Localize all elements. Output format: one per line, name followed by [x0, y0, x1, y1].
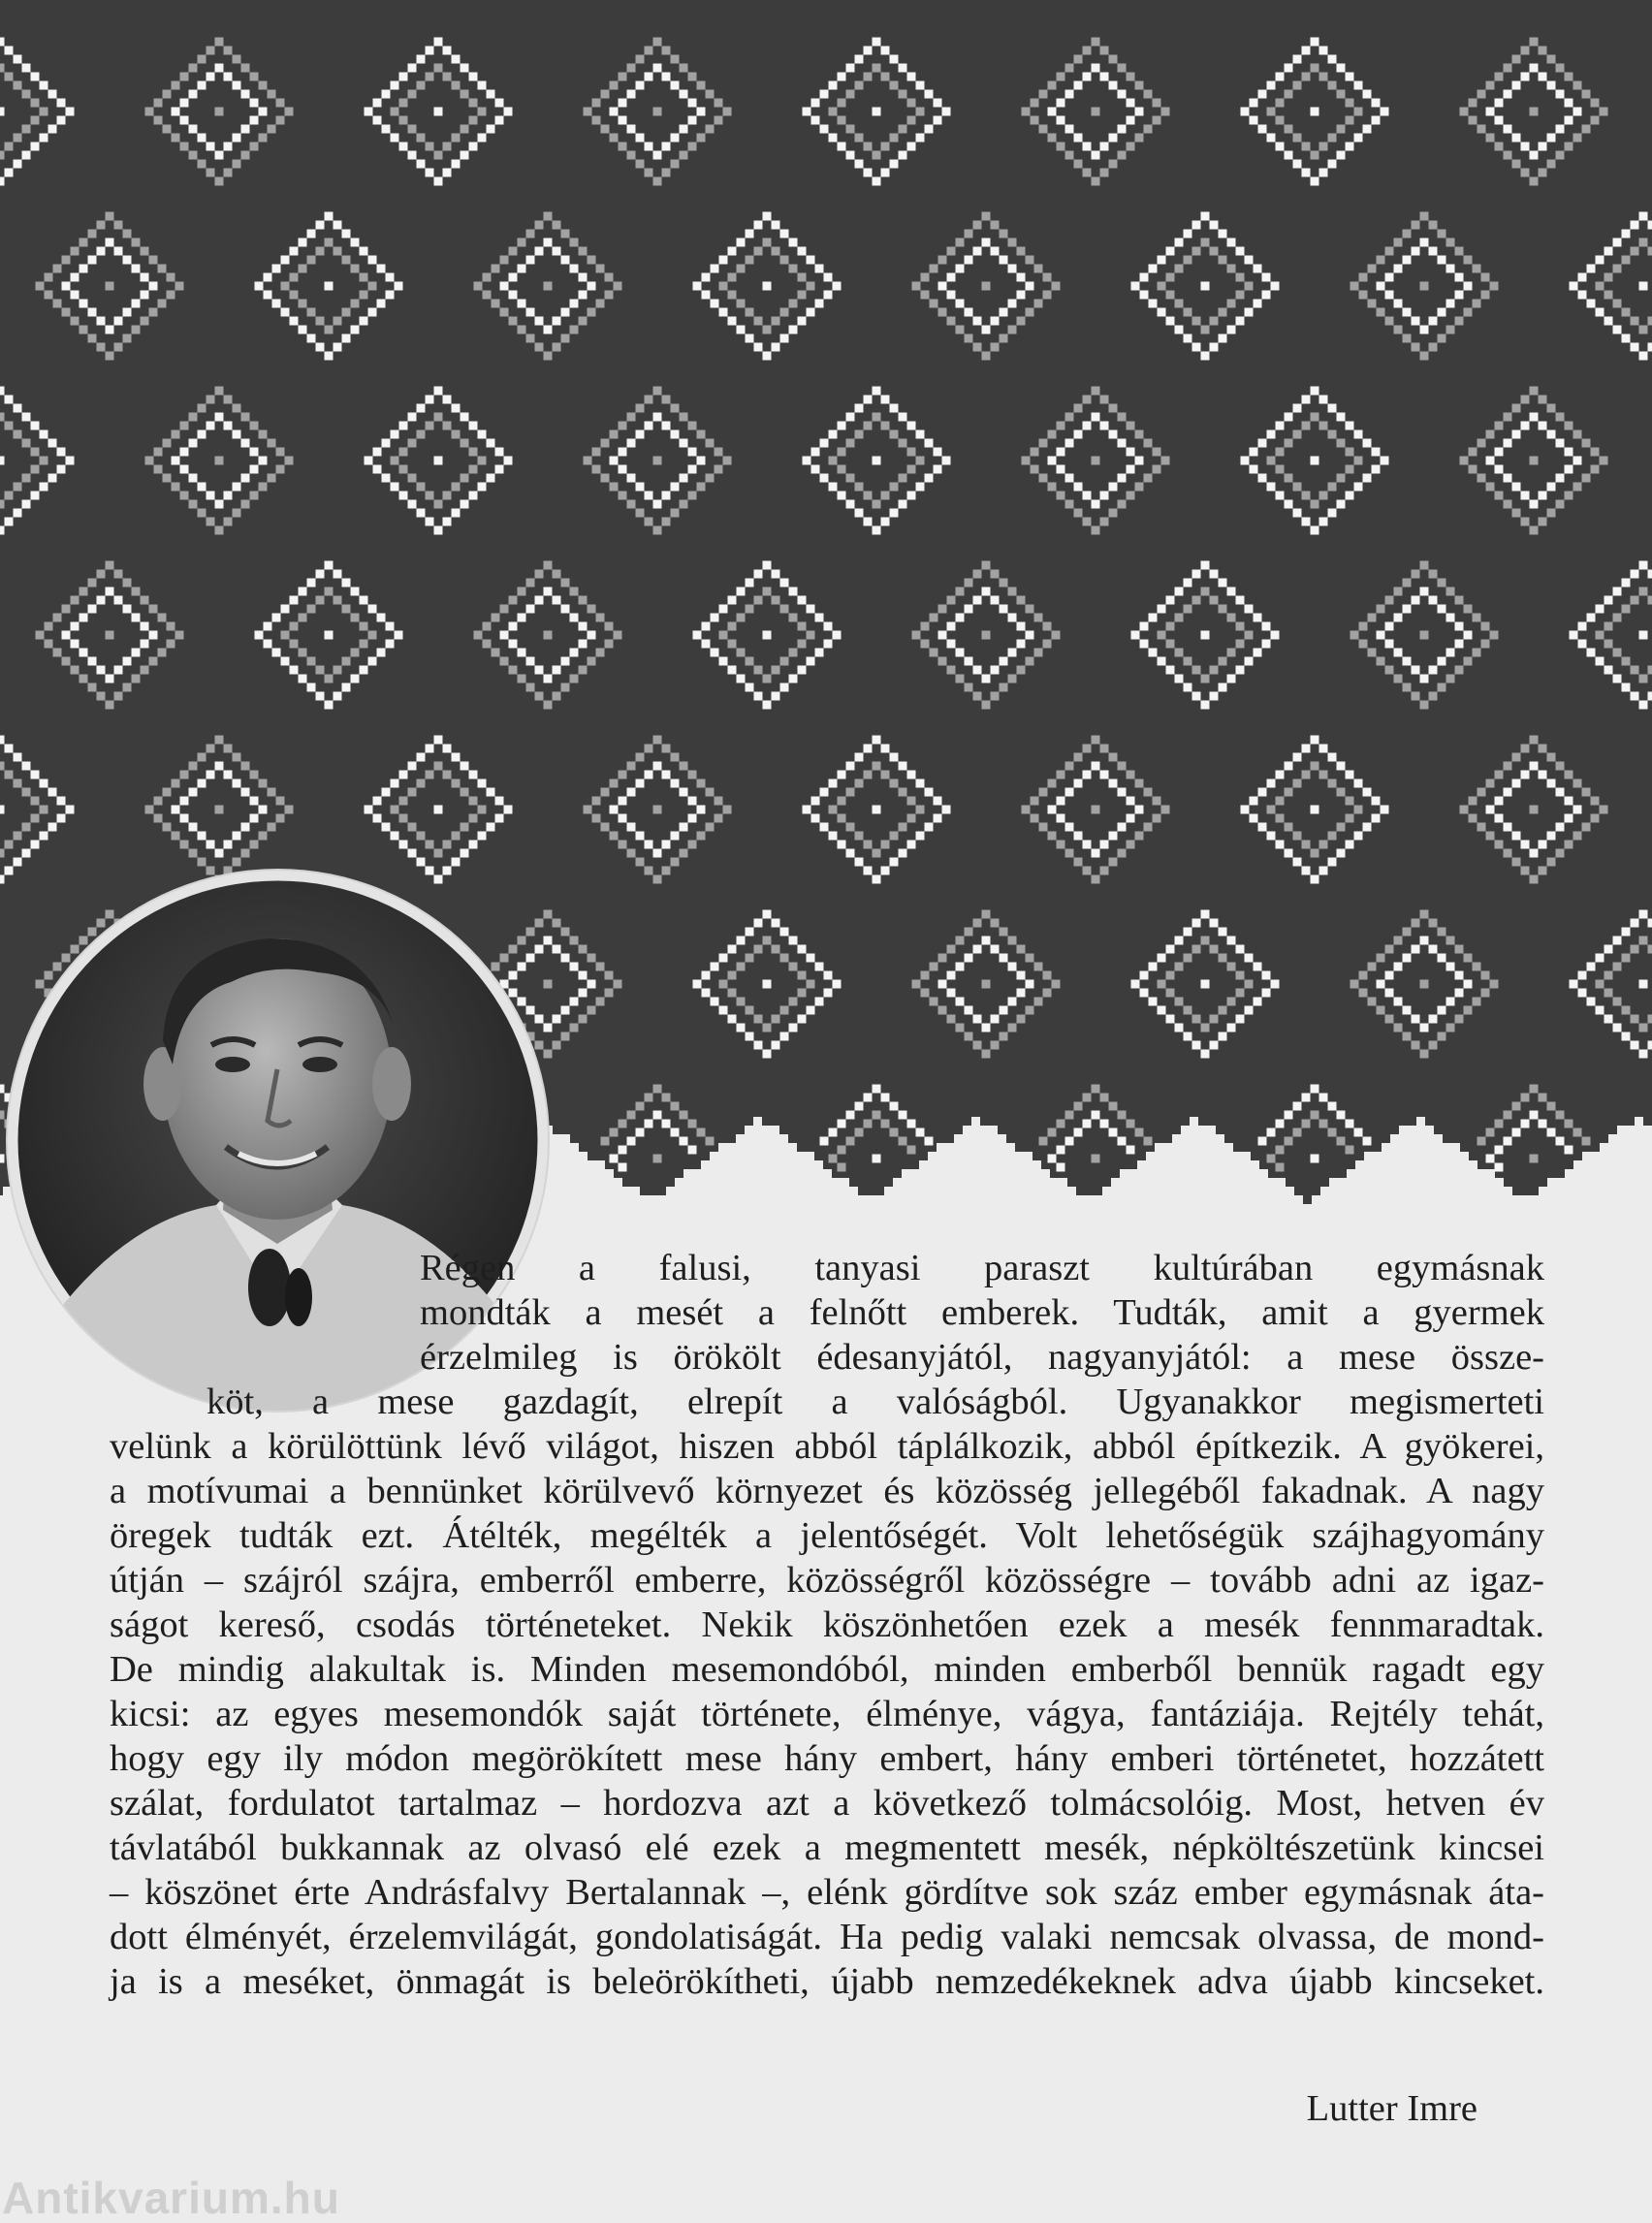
pattern-diamond-ring	[544, 631, 553, 640]
text-line: érzelmileg is örökölt édesanyjától, nagyanyjától: a mese össze-	[420, 1335, 1544, 1380]
pattern-diamond-ring	[215, 457, 224, 465]
pattern-diamond-ring	[434, 108, 443, 116]
pattern-diamond-ring	[325, 631, 334, 640]
text-line: útján – szájról szájra, emberről emberre, közösségről közösségre – tovább adni az igaz-	[110, 1558, 1544, 1603]
pattern-diamond-ring	[1420, 631, 1429, 640]
pattern-diamond-ring	[325, 282, 334, 291]
text-line: velünk a körülöttünk lévő világot, hiszen abból táplálkozik, abból építkezik. A gyökerei,	[110, 1424, 1544, 1469]
pattern-diamond-ring	[1201, 631, 1210, 640]
pattern-diamond-ring	[873, 457, 881, 465]
pattern-diamond-ring	[215, 806, 224, 814]
pattern-diamond-ring	[653, 806, 662, 814]
pattern-diamond-ring	[544, 282, 553, 291]
text-line: kicsi: az egyes mesemondók saját története, élménye, vágya, fantáziája. Rejtély tehát,	[110, 1692, 1544, 1736]
text-line: hogy egy ily módon megörökített mese hány embert, hány emberi történetet, hozzátett	[110, 1736, 1544, 1781]
pattern-diamond-ring	[106, 631, 114, 640]
pattern-diamond-ring	[1420, 980, 1429, 989]
pattern-diamond-ring	[434, 457, 443, 465]
pattern-diamond-ring	[763, 980, 772, 989]
pattern-diamond-ring	[873, 1155, 881, 1163]
pattern-diamond-ring	[0, 457, 5, 465]
text-line: – köszönet érte Andrásfalvy Bertalannak –, elénk gördítve sok száz ember egymásnak áta-	[110, 1870, 1544, 1915]
pattern-diamond-ring	[873, 806, 881, 814]
text-line: De mindig alakultak is. Minden mesemondóból, minden emberből bennük ragadt egy	[110, 1647, 1544, 1692]
author-signature: Lutter Imre	[1307, 2086, 1477, 2131]
pattern-diamond-ring	[1530, 457, 1539, 465]
pattern-diamond-ring	[1639, 980, 1648, 989]
text-line: öregek tudták ezt. Átélték, megélték a jelentőségét. Volt lehetőségük szájhagyomány	[110, 1513, 1544, 1558]
pattern-diamond-ring	[763, 282, 772, 291]
pattern-diamond-ring	[1530, 1155, 1539, 1163]
pattern-diamond-ring	[0, 1155, 5, 1163]
pattern-diamond-ring	[653, 108, 662, 116]
text-line: mondták a mesét a felnőtt emberek. Tudták, amit a gyermek	[420, 1290, 1544, 1335]
pattern-diamond-ring	[653, 1155, 662, 1163]
pattern-diamond-ring	[1639, 631, 1648, 640]
pattern-diamond-ring	[982, 631, 991, 640]
text-line: dott élményét, érzelemvilágát, gondolatiságát. Ha pedig valaki nemcsak olvassa, de mond-	[110, 1915, 1544, 1959]
pattern-diamond-ring	[1092, 806, 1100, 814]
pattern-diamond-ring	[1311, 806, 1319, 814]
pattern-diamond-ring	[982, 980, 991, 989]
pattern-diamond-ring	[1092, 108, 1100, 116]
pattern-diamond-ring	[1530, 806, 1539, 814]
pattern-diamond-ring	[1201, 980, 1210, 989]
pattern-diamond-ring	[215, 108, 224, 116]
pattern-diamond-ring	[0, 108, 5, 116]
pattern-diamond-ring	[873, 108, 881, 116]
text-line: ságot kereső, csodás történeteket. Nekik köszönhetően ezek a mesék fennmaradtak.	[110, 1603, 1544, 1647]
pattern-diamond-ring	[763, 631, 772, 640]
text-line: a motívumai a bennünket körülvevő környezet és közösség jellegéből fakadnak. A nagy	[110, 1469, 1544, 1513]
pattern-diamond-ring	[1311, 1155, 1319, 1163]
pattern-diamond-ring	[106, 282, 114, 291]
text-line: Régen a falusi, tanyasi paraszt kultúrában egymásnak	[420, 1246, 1544, 1290]
pattern-diamond-ring	[1639, 282, 1648, 291]
pattern-diamond-ring	[1092, 457, 1100, 465]
pattern-diamond-ring	[1092, 1155, 1100, 1163]
pattern-diamond-ring	[1530, 108, 1539, 116]
pattern-diamond-ring	[653, 457, 662, 465]
pattern-diamond-ring	[1311, 108, 1319, 116]
text-line: távlatából bukkannak az olvasó elé ezek a megmentett mesék, népköltészetünk kincsei	[110, 1826, 1544, 1870]
pattern-diamond-ring	[0, 806, 5, 814]
text-line: köt, a mese gazdagít, elrepít a valóságból. Ugyanakkor megismerteti	[206, 1380, 1544, 1424]
pattern-diamond-ring	[982, 282, 991, 291]
text-line: ja is a meséket, önmagát is beleörökítheti, újabb nemzedékeknek adva újabb kincseket.	[110, 1959, 1544, 2004]
pattern-diamond-ring	[1311, 457, 1319, 465]
text-line: szálat, fordulatot tartalmaz – hordozva azt a következő tolmácsolóig. Most, hetven év	[110, 1781, 1544, 1826]
pattern-diamond-ring	[1420, 282, 1429, 291]
watermark: Antikvarium.hu	[2, 2175, 340, 2220]
pattern-diamond-ring	[1201, 282, 1210, 291]
pattern-diamond-ring	[434, 806, 443, 814]
pattern-diamond-ring	[544, 980, 553, 989]
